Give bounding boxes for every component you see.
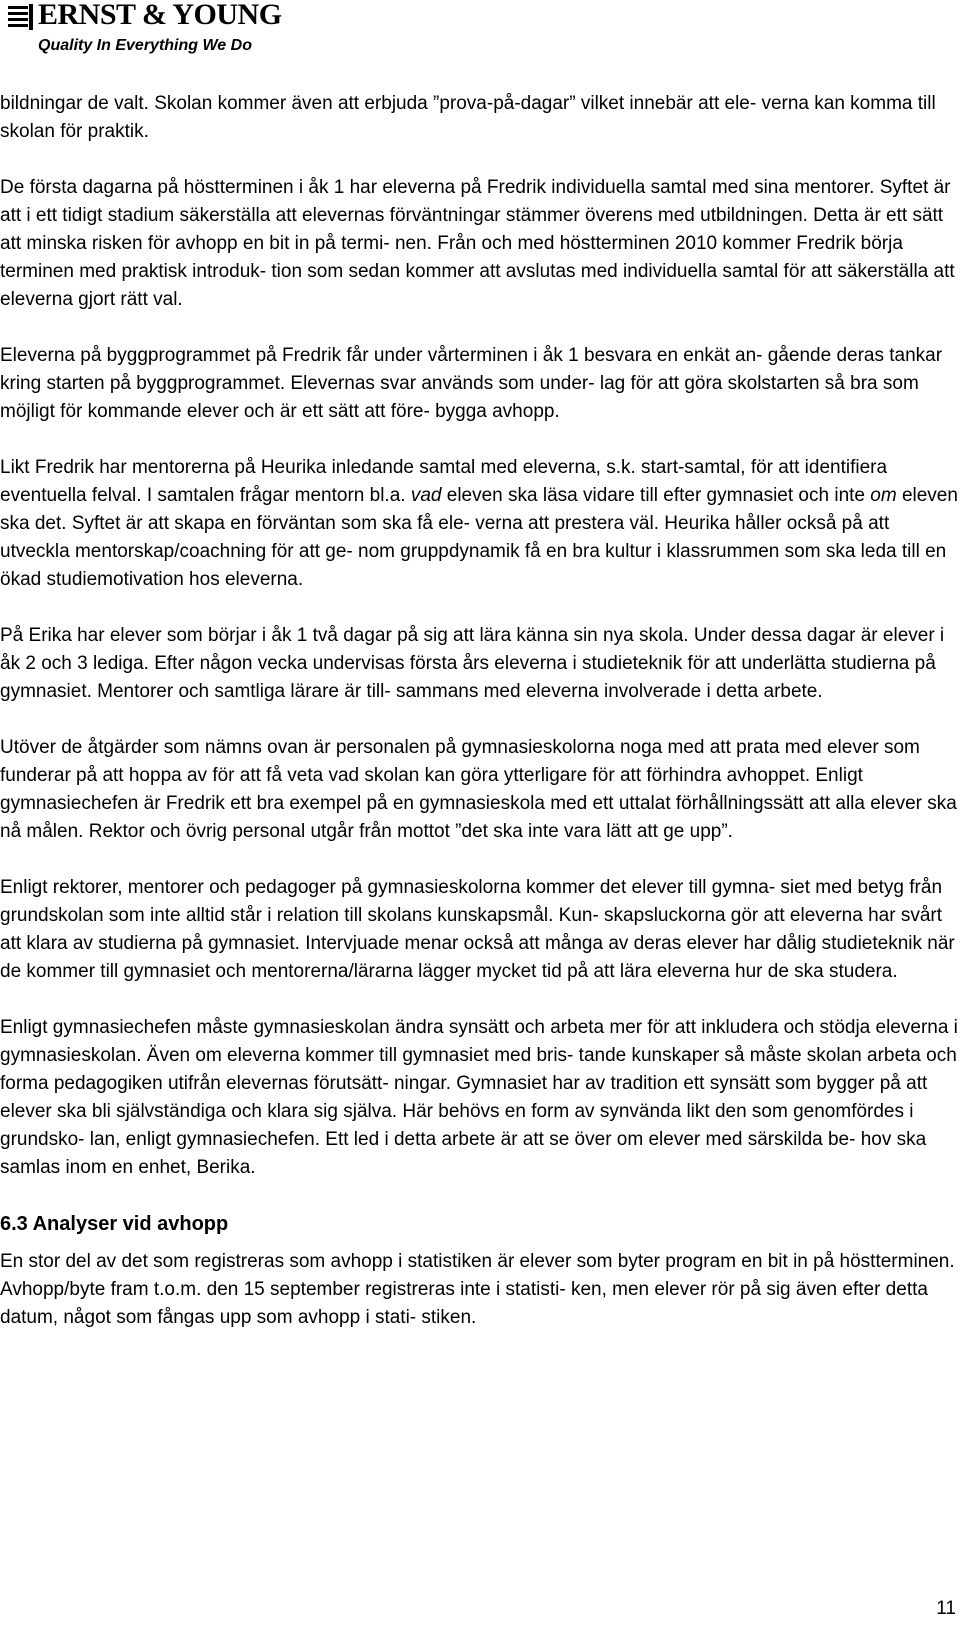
section-paragraph: En stor del av det som registreras som avhopp i statistiken är elever som byter program en bit in på höstterminen. Avhopp/byte fram t.o.m. den 15 september registreras inte i statisti- ken, men elever rör på sig även efter detta datum, något som fångas upp som avhopp i stati- stiken. — [0, 1251, 955, 1328]
logo-company-name: ERNST & YOUNG — [38, 0, 282, 31]
paragraph-5: På Erika har elever som börjar i åk 1 två dagar på sig att lära känna sin nya skola. Under dessa dagar är elever i åk 2 och 3 lediga. Efter någon vecka undervisas första års eleverna i studieteknik för att underlätta studierna på gymnasiet. Mentorer och samtliga lärare är till- sammans med eleverna involverade i detta arbete. — [0, 625, 945, 702]
paragraph-3: Eleverna på byggprogrammet på Fredrik får under vårterminen i åk 1 besvara en enkät an- gående deras tankar kring starten på byggprogrammet. Elevernas svar används som under- lag för att göra skolstarten så bra som möjligt för kommande elever och är ett sätt att före- bygga avhopp. — [0, 345, 943, 422]
paragraph-1: bildningar de valt. Skolan kommer även att erbjuda ”prova-på-dagar” vilket innebär att ele- verna kan komma till skolan för praktik. — [0, 93, 936, 142]
section-heading: 6.3 Analyser vid avhopp — [0, 1213, 229, 1235]
paragraph-6: Utöver de åtgärder som nämns ovan är personalen på gymnasieskolorna noga med att prata med elever som funderar på att hoppa av för att få veta vad skolan kan göra ytterligare för att förhindra avhoppet. Enligt gymnasiechefen är Fredrik ett bra exempel på en gymnasieskola med ett uttalat förhållningssätt att alla elever ska nå målen. Rektor och övrig personal utgår från mottot ”det ska inte vara lätt att ge upp”. — [0, 737, 957, 842]
paragraph-8: Enligt gymnasiechefen måste gymnasieskolan ändra synsätt och arbeta mer för att inkludera och stödja eleverna i gymnasieskolan. Även om eleverna kommer till gymnasiet med bris- tande kunskaper så måste skolan arbeta och forma pedagogiken utifrån elevernas förutsätt- ningar. Gymnasiet har av tradition ett synsätt som bygger på att elever ska bli självständiga och klara sig själva. Här behövs en form av synvända likt den som genomfördes i grundsko- lan, enligt gymnasiechefen. Ett led i detta arbete är att se över om elever med särskilda be- hov ska samlas inom en enhet, Berika. — [0, 1017, 958, 1178]
paragraph-4-emphasis-vad: vad — [410, 485, 442, 506]
page-number: 11 — [936, 1598, 956, 1619]
document-body — [0, 90, 958, 1332]
paragraph-4-emphasis-om: om — [870, 485, 897, 506]
paragraph-7: Enligt rektorer, mentorer och pedagoger på gymnasieskolorna kommer det elever till gymna- siet med betyg från grundskolan som inte alltid står i relation till skolans kunskapsmål. Kun- skapsluckorna gör att eleverna har svårt att klara av studierna på gymnasiet. Intervjuade menar också att många av deras elever har dålig studieteknik när de kommer till gymnasiet och mentorerna/lärarna lägger mycket tid på att lära eleverna hur de ska studera. — [0, 877, 955, 982]
paragraph-2: De första dagarna på höstterminen i åk 1 har eleverna på Fredrik individuella samtal med sina mentorer. Syftet är att i ett tidigt stadium säkerställa att elevernas förväntningar stämmer överens med utbildningen. Detta är ett sätt att minska risken för avhopp en bit in på termi- nen. Från och med höstterminen 2010 kommer Fredrik börja terminen med praktisk introduk- tion som sedan kommer att avslutas med individuella samtal för att säkerställa att eleverna gjort rätt val. — [0, 177, 955, 310]
paragraph-4-text: eleven ska det. Syftet är att skapa en förväntan som ska få ele- verna att prestera väl. Heurika håller också på att utveckla mentorskap/coachning för att ge- nom gruppdynamik få en bra kultur i klassrummen som ska leda till en ökad studiemotivation hos eleverna. — [0, 485, 958, 590]
logo-tagline: Quality In Everything We Do — [38, 37, 252, 54]
paragraph-4-text: eleven ska läsa vidare till efter gymnasiet och inte — [441, 485, 871, 506]
ey-logo-mark-icon — [8, 4, 34, 30]
paragraph-4 — [0, 454, 958, 594]
paragraph-4-text: Likt Fredrik har mentorerna på Heurika inledande samtal med eleverna, s.k. start-samtal, för att identifiera eventuella felval. I samtalen frågar mentorn bl.a. — [0, 457, 888, 506]
